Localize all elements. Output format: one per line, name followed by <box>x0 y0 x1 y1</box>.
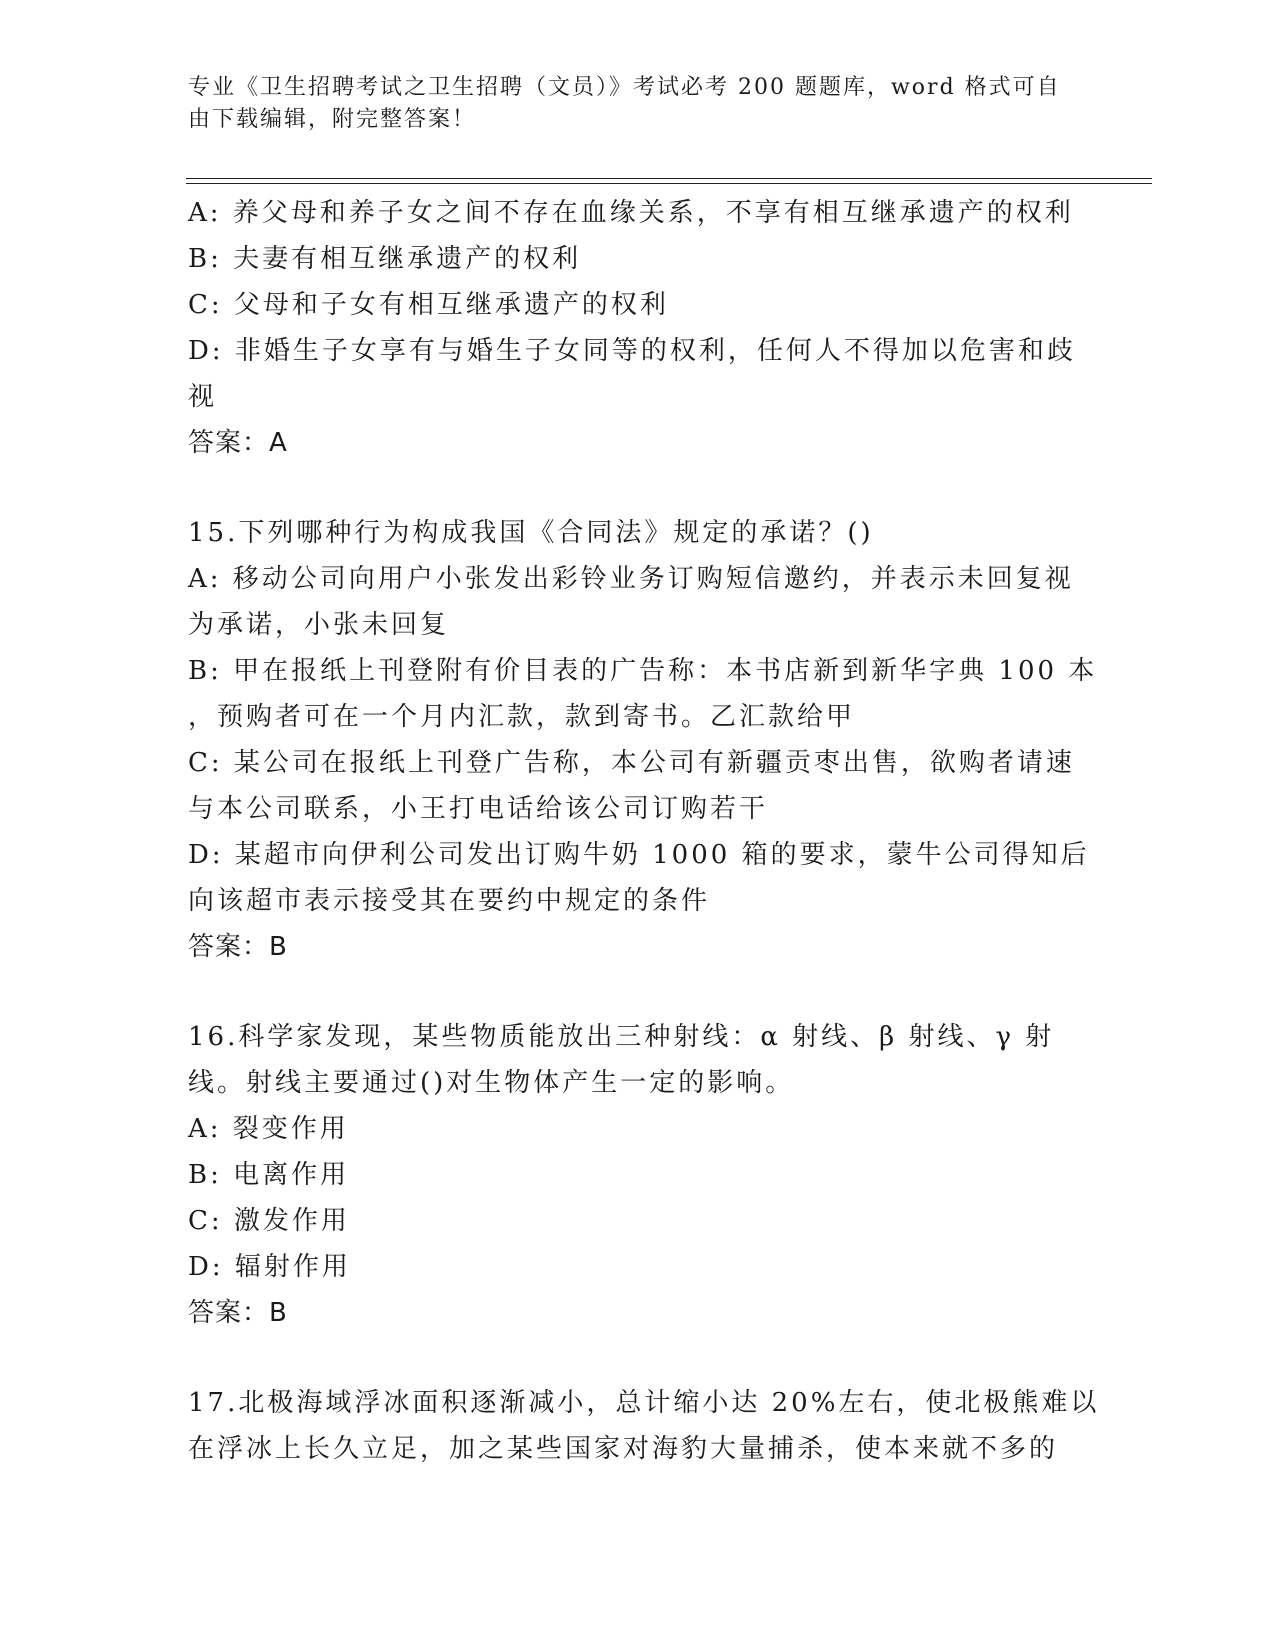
option-d-continued: 视 <box>188 382 218 412</box>
question-stem-continued: 线。射线主要通过()对生物体产生一定的影响。 <box>188 1068 795 1098</box>
question-15 <box>188 510 1098 970</box>
header-line-1: 专业《卫生招聘考试之卫生招聘（文员）》考试必考 200 题题库，word 格式可自 <box>188 75 1061 100</box>
option-c: C: 激发作用 <box>188 1206 350 1236</box>
option-c-continued: 与本公司联系，小王打电话给该公司订购若干 <box>188 794 769 824</box>
option-d: D: 某超市向伊利公司发出订购牛奶 1000 箱的要求，蒙牛公司得知后 <box>188 840 1090 870</box>
spacer <box>188 466 1078 510</box>
header-divider-top <box>186 178 1152 179</box>
option-c: C: 某公司在报纸上刊登广告称，本公司有新疆贡枣出售，欲购者请速 <box>188 748 1075 778</box>
option-a-continued: 为承诺，小张未回复 <box>188 610 450 640</box>
option-a: A: 裂变作用 <box>188 1114 349 1144</box>
option-d-continued: 向该超市表示接受其在要约中规定的条件 <box>188 886 711 916</box>
spacer <box>188 970 1078 1014</box>
header-line-2: 由下载编辑，附完整答案！ <box>188 107 477 132</box>
question-stem: 16.科学家发现，某些物质能放出三种射线：α 射线、β 射线、γ 射 <box>188 1022 1055 1052</box>
header-divider-bottom <box>186 183 1152 184</box>
question-stem: 17.北极海域浮冰面积逐渐减小，总计缩小达 20%左右，使北极熊难以 <box>188 1388 1100 1418</box>
question-stem-continued: 在浮冰上长久立足，加之某些国家对海豹大量捕杀，使本来就不多的 <box>188 1434 1059 1464</box>
document-header <box>188 72 1088 136</box>
question-17 <box>188 1380 1100 1472</box>
option-c: C: 父母和子女有相互继承遗产的权利 <box>188 290 669 320</box>
question-14 <box>188 190 1078 466</box>
option-b-continued: ，预购者可在一个月内汇款，款到寄书。乙汇款给甲 <box>188 702 856 732</box>
option-b: B: 夫妻有相互继承遗产的权利 <box>188 244 582 274</box>
option-a: A: 养父母和养子女之间不存在血缘关系，不享有相互继承遗产的权利 <box>188 198 1074 228</box>
option-d: D: 辐射作用 <box>188 1252 351 1282</box>
question-16 <box>188 1014 1078 1336</box>
answer: 答案：B <box>188 932 288 962</box>
question-stem: 15.下列哪种行为构成我国《合同法》规定的承诺？() <box>188 518 874 548</box>
option-b: B: 甲在报纸上刊登附有价目表的广告称：本书店新到新华字典 100 本 <box>188 656 1098 686</box>
answer: 答案：A <box>188 428 288 458</box>
option-d: D: 非婚生子女享有与婚生子女同等的权利，任何人不得加以危害和歧 <box>188 336 1076 366</box>
spacer <box>188 1336 1078 1380</box>
answer: 答案：B <box>188 1298 288 1328</box>
document-body <box>188 190 1100 1472</box>
option-a: A: 移动公司向用户小张发出彩铃业务订购短信邀约，并表示未回复视 <box>188 564 1074 594</box>
option-b: B: 电离作用 <box>188 1160 350 1190</box>
